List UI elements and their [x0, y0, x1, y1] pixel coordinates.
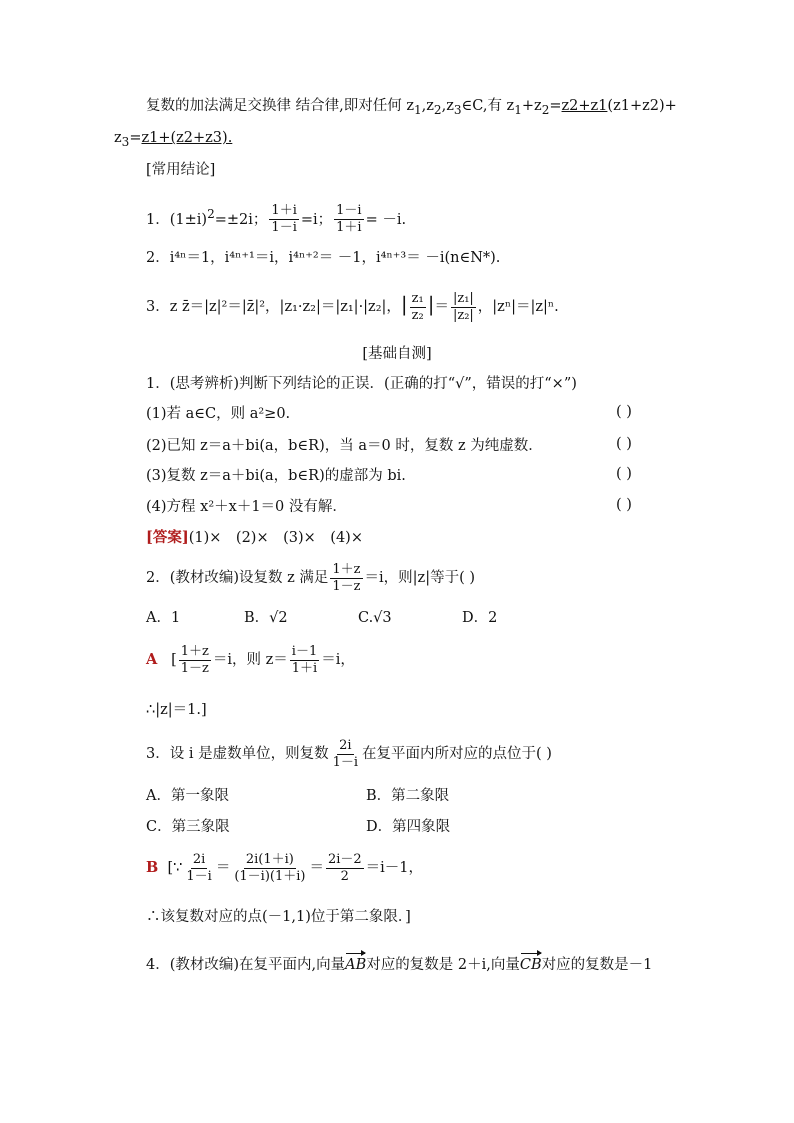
- q1-answer: [146, 528, 363, 548]
- answer-letter: A: [146, 651, 158, 668]
- fill-blank: z2+z1: [561, 98, 608, 114]
- conclusion-text: ，|zⁿ|＝|z|ⁿ.: [477, 299, 559, 315]
- q2-option-c: C.√3: [358, 610, 392, 626]
- q2-option-d: D．2: [462, 610, 498, 626]
- q1-item-2: (2)已知 z＝a＋bi(a，b∈R)，当 a＝0 时，复数 z 为纯虚数．: [146, 438, 543, 454]
- q3-option-b: B．第二象限: [366, 788, 450, 804]
- fraction: [330, 562, 362, 595]
- intro-text: z: [114, 130, 122, 146]
- q3-option-a: A．第一象限: [146, 788, 229, 804]
- q1-item-4: (4)方程 x²＋x＋1＝0 没有解．: [146, 499, 347, 515]
- intro-text: 复数的加法满足交换律 结合律,即对任何 z: [146, 98, 414, 114]
- conclusions-heading: [常用结论]: [146, 162, 216, 178]
- answer-paren: ( ): [616, 497, 632, 513]
- fraction: [326, 852, 364, 885]
- conclusion-2: 2．i⁴ⁿ＝1，i⁴ⁿ⁺¹＝i，i⁴ⁿ⁺²＝ －1，i⁴ⁿ⁺³＝ －i(n∈N*).: [146, 250, 501, 266]
- fraction-numerator: 2i－2: [327, 851, 362, 867]
- q3-option-d: D．第四象限: [366, 819, 451, 835]
- solution-text: ＝i－1，: [365, 860, 424, 876]
- fraction: [451, 291, 476, 324]
- subscript: 1: [413, 102, 422, 117]
- fraction-denominator: 1－i: [332, 754, 359, 770]
- answer-paren: ( ): [616, 466, 632, 482]
- fraction-denominator: 1－i: [271, 220, 297, 236]
- question-text: ＝i，则|z|等于( ): [364, 570, 476, 586]
- subscript: 3: [453, 102, 462, 117]
- q3-solution-end: ∴该复数对应的点(－1,1)位于第二象限．]: [146, 909, 411, 925]
- solution-text: ＝i，则 z＝: [212, 652, 288, 668]
- conclusion-1: [146, 196, 406, 238]
- answer-label: [答案]: [146, 529, 189, 546]
- question-text: 在复平面内所对应的点位于( ): [362, 746, 552, 762]
- q3-option-c: C．第三象限: [146, 819, 230, 835]
- q1-item-3: (3)复数 z＝a＋bi(a，b∈R)的虚部为 bi.: [146, 468, 406, 484]
- fraction-numerator: 2i: [192, 851, 206, 867]
- fraction: [179, 644, 211, 677]
- conclusion-text: =±2i；: [214, 211, 268, 228]
- fraction: [410, 291, 426, 324]
- question-text: 2．(教材改编)设复数 z 满足: [146, 570, 329, 586]
- subscript: 1: [514, 102, 522, 117]
- fraction: [334, 203, 363, 236]
- conclusion-text: = －i.: [365, 211, 407, 228]
- section-title: [基础自测]: [362, 346, 432, 362]
- fraction-denominator: 1＋i: [336, 220, 362, 236]
- intro-text: ,z: [421, 98, 434, 114]
- question-text: 3．设 i 是虚数单位，则复数: [146, 746, 329, 762]
- conclusion-text: 3．z z̄＝|z|²＝|z̄|²，|z₁·z₂|＝|z₁|·|z₂|，: [146, 299, 401, 315]
- intro-text: ∈C,有 z: [461, 98, 515, 114]
- q2-option-b: B．√2: [244, 610, 288, 626]
- subscript: 2: [541, 102, 550, 117]
- subscript: 2: [433, 102, 442, 117]
- fraction-numerator: 1－i: [336, 203, 362, 219]
- question-text: 对应的复数是－1: [541, 957, 653, 973]
- fraction: [232, 852, 307, 885]
- vector-ab: AB: [345, 957, 367, 973]
- fraction-numerator: 2i: [339, 737, 352, 753]
- q1-stem: 1．(思考辨析)判断下列结论的正误．(正确的打“√”，错误的打“×”): [146, 376, 577, 392]
- fraction-denominator: 1－z: [332, 578, 361, 594]
- fill-blank: z1+(z2+z3).: [141, 130, 233, 146]
- answer-paren: ( ): [616, 404, 632, 420]
- intro-text: =: [549, 98, 562, 114]
- fraction-denominator: 1－i: [186, 868, 212, 884]
- fraction-denominator: 2: [340, 868, 349, 884]
- answer-text: (1)× (2)× (3)× (4)×: [188, 530, 363, 546]
- solution-text: [∵: [167, 860, 183, 876]
- fraction-denominator: 1－z: [180, 660, 209, 676]
- fraction-denominator: |z₂|: [452, 307, 474, 323]
- question-text: 对应的复数是 2＋i,向量: [366, 957, 520, 973]
- fraction-numerator: |z₁|: [452, 290, 474, 306]
- intro-text: +z: [521, 98, 542, 114]
- answer-letter: B: [146, 859, 159, 876]
- conclusion-text: =i；: [300, 211, 333, 228]
- intro-text: (z1+z2)+: [607, 98, 677, 114]
- answer-paren: ( ): [616, 436, 632, 452]
- q3-solution: [146, 848, 423, 888]
- fraction: [331, 738, 360, 771]
- fraction: [269, 203, 298, 236]
- fraction-numerator: 2i(1＋i): [245, 851, 294, 867]
- fraction-numerator: 1＋i: [271, 203, 297, 219]
- intro-text: ,z: [441, 98, 454, 114]
- q2-stem: [146, 558, 475, 598]
- q2-solution-end: ∴|z|＝1.]: [146, 702, 207, 718]
- fraction: [290, 644, 319, 677]
- fraction-denominator: 1＋i: [291, 660, 318, 676]
- fraction: [184, 852, 213, 885]
- vector-cb: CB: [519, 957, 542, 973]
- q4-stem: [146, 955, 652, 975]
- solution-text: ＝: [309, 860, 324, 876]
- intro-line-2: [114, 128, 232, 152]
- fraction-numerator: i－1: [291, 643, 318, 659]
- fraction-denominator: z₂: [411, 307, 424, 323]
- fraction-numerator: 1＋z: [332, 561, 361, 577]
- fraction-denominator: (1－i)(1＋i): [234, 868, 306, 884]
- question-text: 4．(教材改编)在复平面内,向量: [146, 957, 346, 973]
- superscript: 2: [207, 207, 215, 221]
- subscript: 3: [121, 134, 130, 149]
- intro-line-1: [146, 96, 677, 120]
- q2-solution: [146, 640, 355, 680]
- fraction-numerator: 1＋z: [180, 643, 209, 659]
- solution-text: [: [171, 652, 177, 668]
- solution-text: ＝i，: [321, 652, 355, 668]
- q1-item-1: (1)若 a∈C，则 a²≥0.: [146, 406, 291, 422]
- q3-stem: [146, 734, 552, 774]
- conclusion-text: 1．(1±i): [146, 211, 208, 228]
- q2-option-a: A．1: [146, 610, 181, 626]
- conclusion-3: 3．z z̄＝|z|²＝|z̄|²，|z₁·z₂|＝|z₁|·|z₂|，| $\frac{\text{z₁}}{\text{z₂}}$ |＝ $\frac{\text{|z₁|}}{\text{|z₂|}}$ ，|zⁿ|＝|z|ⁿ.: [146, 290, 559, 323]
- intro-text: =: [129, 130, 142, 146]
- fraction-numerator: z₁: [411, 290, 424, 306]
- solution-text: ＝: [215, 860, 231, 876]
